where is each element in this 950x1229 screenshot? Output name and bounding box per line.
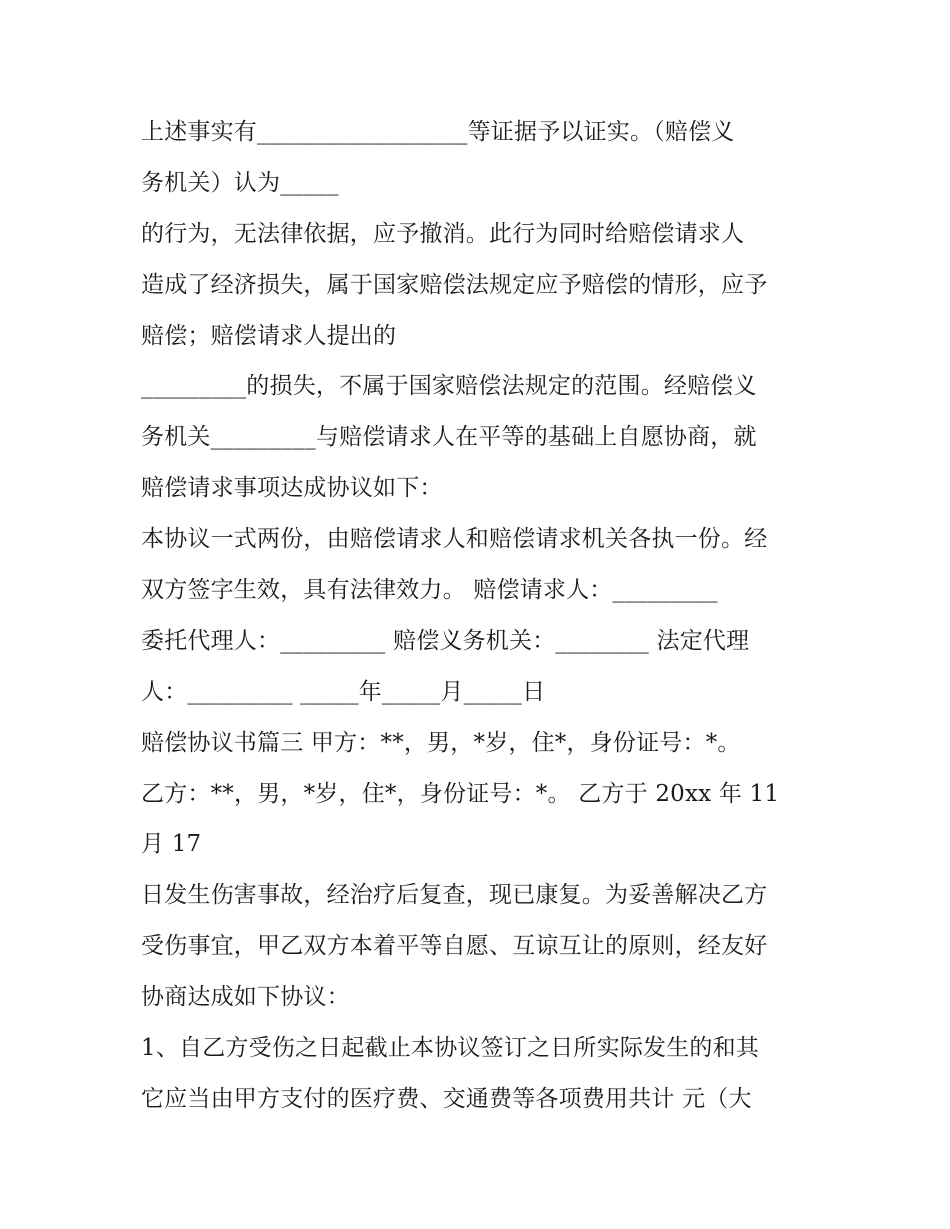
text-line: 受伤事宜，甲乙双方本着平等自愿、互谅互让的原则，经友好 <box>141 933 768 960</box>
text-line: 委托代理人：_________ 赔偿义务机关：________ 法定代理 <box>141 627 750 654</box>
text-line: 协商达成如下协议： <box>141 984 350 1011</box>
text-line: 务机关）认为_____ <box>141 169 339 196</box>
text-line: 赔偿；赔偿请求人提出的 <box>141 322 397 349</box>
text-line: 双方签字生效，具有法律效力。 赔偿请求人：_________ <box>141 577 718 604</box>
text-line: 乙方：**，男，*岁，住*，身份证号：*。 乙方于 20xx 年 11 <box>141 780 780 807</box>
text-line: 赔偿协议书篇三 甲方：**，男，*岁，住*，身份证号：*。 <box>141 729 741 756</box>
text-line: 的行为，无法律依据，应予撤消。此行为同时给赔偿请求人 <box>141 220 745 247</box>
text-line: 1、自乙方受伤之日起截止本协议签订之日所实际发生的和其 <box>141 1035 760 1062</box>
text-line: 本协议一式两份，由赔偿请求人和赔偿请求机关各执一份。经 <box>141 526 768 553</box>
text-line: 造成了经济损失，属于国家赔偿法规定应予赔偿的情形，应予 <box>141 271 768 298</box>
document-body <box>141 107 821 1125</box>
text-line: 日发生伤害事故，经治疗后复查，现已康复。为妥善解决乙方 <box>141 882 768 909</box>
text-line: 月 17 <box>141 831 202 858</box>
text-line: 上述事实有__________________等证据予以证实。（赔偿义 <box>141 119 735 145</box>
text-line: _________的损失，不属于国家赔偿法规定的范围。经赔偿义 <box>141 373 757 400</box>
text-line: 人：_________ _____年_____月_____日 <box>141 678 546 705</box>
text-line: 赔偿请求事项达成协议如下： <box>141 475 443 502</box>
text-line: 务机关_________与赔偿请求人在平等的基础上自愿协商，就 <box>141 424 757 451</box>
text-line: 它应当由甲方支付的医疗费、交通费等各项费用共计 元（大 <box>141 1085 752 1112</box>
